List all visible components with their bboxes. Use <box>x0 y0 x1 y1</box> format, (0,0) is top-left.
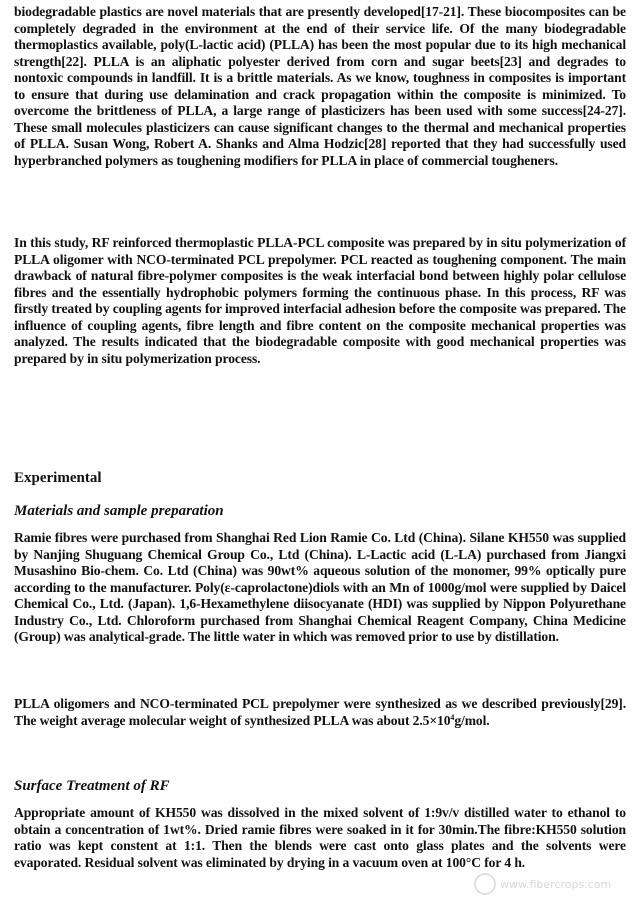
surface-treatment-paragraph: Appropriate amount of KH550 was dissolved in the mixed solvent of 1:9v/v distilled water to ethanol to obtain a concentration of 1wt%. Dried ramie fibres were soaked in it for 30min.The fibre:KH550 solution ratio was kept constent at 1:1. Then the blends were cast onto glass plates and the solvents were evaporated. Residual solvent was eliminated by drying in a vacuum oven at 100°C for 4 h. <box>14 805 626 870</box>
materials-text-end: g/mol. <box>454 712 490 728</box>
subsection-heading-surface-treatment: Surface Treatment of RF <box>14 778 170 794</box>
watermark-logo-icon <box>474 873 496 895</box>
watermark-text: www.fibercrops.com <box>500 877 612 891</box>
exponent: 4 <box>450 712 455 722</box>
materials-text: PLLA oligomers and NCO-terminated PCL prepolymer were synthesized as we described previously[29]. The weight average molecular weight of synthesized PLLA was about 2.5×10 <box>14 696 626 728</box>
subsection-heading-materials: Materials and sample preparation <box>14 503 224 519</box>
watermark <box>474 872 634 896</box>
intro-paragraph-2: In this study, RF reinforced thermoplastic PLLA-PCL composite was prepared by in situ polymerization of PLLA oligomer with NCO-terminated PCL prepolymer. PCL reacted as toughening component. The main drawback of natural fibre-polymer composites is the weak interfacial bond between highly polar cellulose fibres and the essentially hydrophobic polymers forming the continuous phase. In this process, RF was firstly treated by coupling agents for improved interfacial adhesion before the composite was prepared. The influence of coupling agents, fibre length and fibre content on the composite mechanical properties was analyzed. The results indicated that the biodegradable composite with good mechanical properties was prepared by in situ polymerization process. <box>14 235 626 366</box>
materials-paragraph-1: Ramie fibres were purchased from Shanghai Red Lion Ramie Co. Ltd (China). Silane KH550 was supplied by Nanjing Shuguang Chemical Group Co., Ltd (China). L-Lactic acid (L-LA) purchased from Jiangxi Musashino Bio-chem. Co. Ltd (China) was 90wt% aqueous solution of the monomer, 99% optically pure according to the manufacturer. Poly(ε-caprolactone)diols with an Mn of 1000g/mol were supplied by Daicel Chemical Co., Ltd. (Japan). 1,6-Hexamethylene diisocyanate (HDI) was supplied by Nippon Polyurethane Industry Co., Ltd. Chloroform purchased from Shanghai Chemical Reagent Company, China Medicine (Group) was analytical-grade. The little water in which was removed prior to use by distillation. <box>14 530 626 644</box>
section-heading-experimental: Experimental <box>14 470 102 486</box>
materials-paragraph-2 <box>14 696 626 729</box>
intro-paragraph-1: biodegradable plastics are novel materials that are presently developed[17-21]. These biocomposites can be completely degraded in the environment at the end of their service life. Of the many biodegradable thermoplastics available, poly(L-lactic acid) (PLLA) has been the most popular due to its high mechanical strength[22]. PLLA is an aliphatic polyester derived from corn and sugar beets[23] and degrades to nontoxic compounds in landfill. It is a brittle materials. As we know, toughness in composites is important to ensure that during use delamination and crack propagation within the composite is minimized. To overcome the brittleness of PLLA, a large range of plasticizers has been used with some success[24-27]. These small molecules plasticizers can cause significant changes to the thermal and mechanical properties of PLLA. Susan Wong, Robert A. Shanks and Alma Hodzic[28] reported that they had successfully used hyperbranched polymers as toughening modifiers for PLLA in place of commercial tougheners. <box>14 4 626 168</box>
